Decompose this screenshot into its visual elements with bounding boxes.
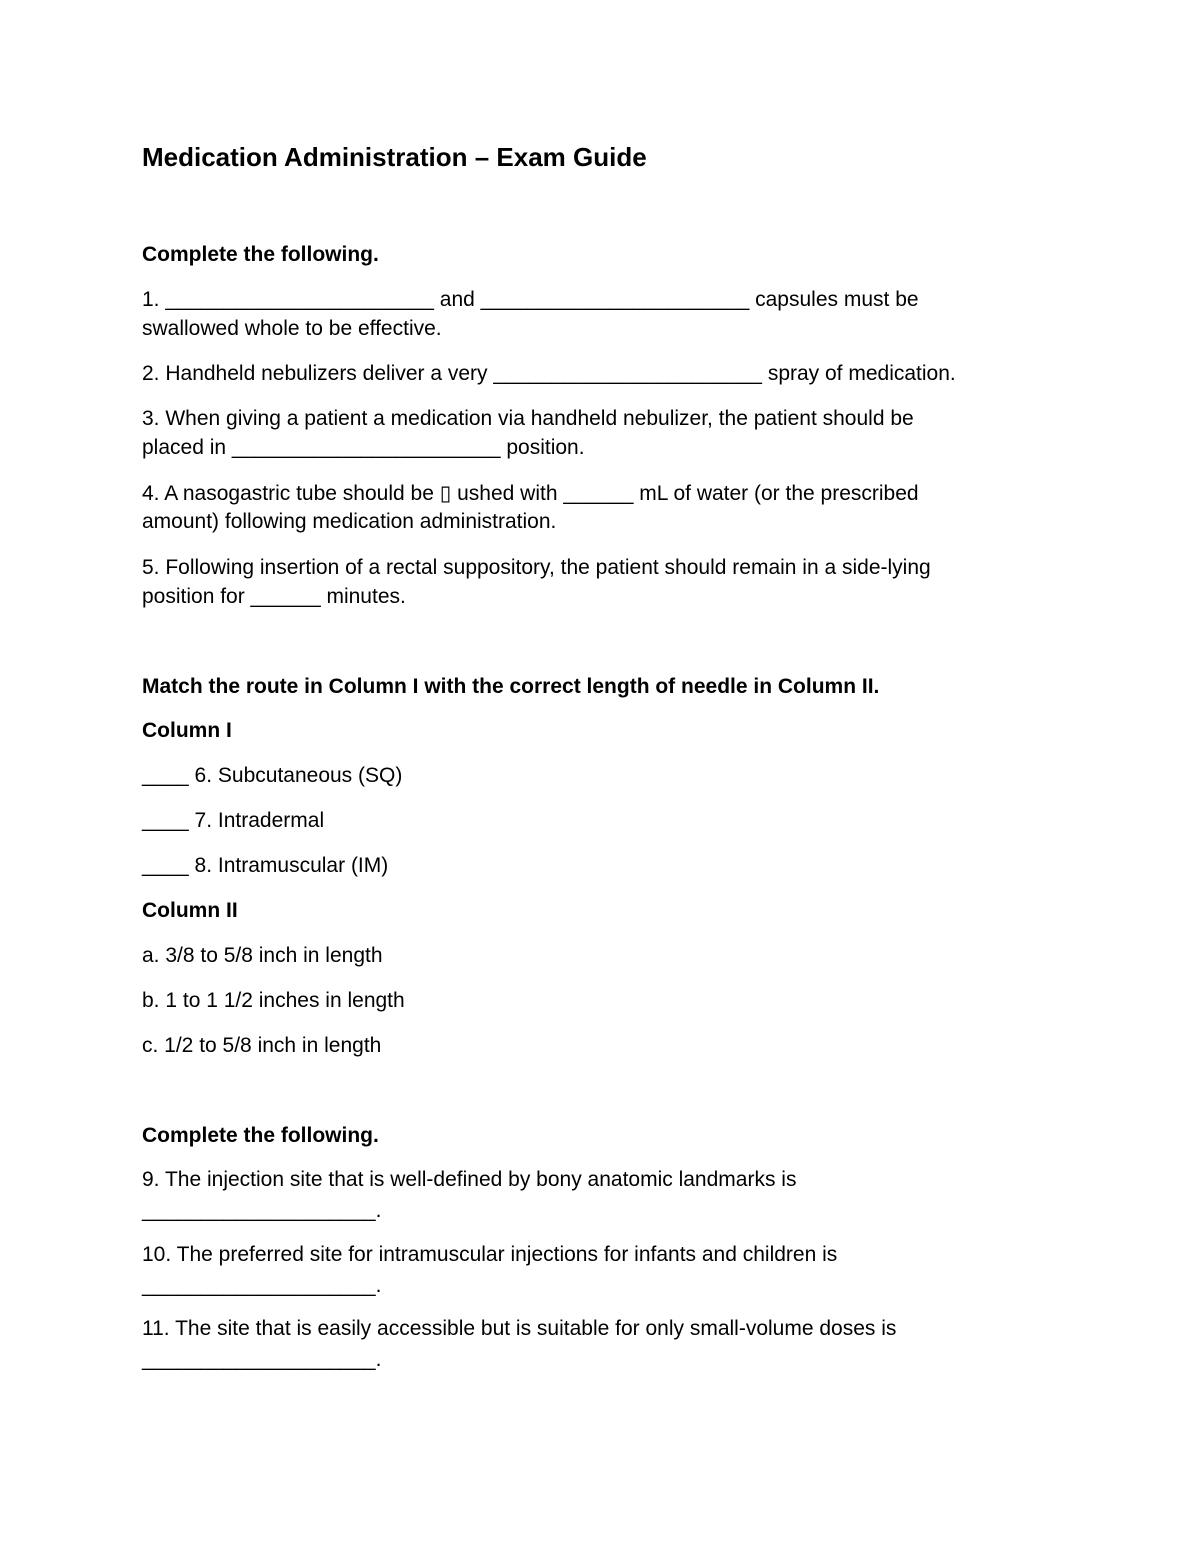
question-4-line-2: amount) following medication administration. <box>142 510 557 533</box>
question-11-line-2: ____________________. <box>142 1348 382 1371</box>
column-2-heading: Column II <box>142 899 238 922</box>
question-11-line-1: 11. The site that is easily accessible but is suitable for only small-volume doses is <box>142 1317 897 1340</box>
column-2-item: a. 3/8 to 5/8 inch in length <box>142 944 383 967</box>
question-4-line-1: 4. A nasogastric tube should be ▯ ushed with ______ mL of water (or the prescribed <box>142 482 919 505</box>
column-1-item: ____ 7. Intradermal <box>142 809 325 832</box>
section3-heading: Complete the following. <box>142 1124 379 1147</box>
question-5-line-1: 5. Following insertion of a rectal suppository, the patient should remain in a side-lying <box>142 556 931 579</box>
document-title: Medication Administration – Exam Guide <box>142 142 647 172</box>
column-1-heading: Column I <box>142 719 232 742</box>
question-9-line-2: ____________________. <box>142 1199 382 1222</box>
section2-heading: Match the route in Column I with the correct length of needle in Column II. <box>142 675 880 698</box>
column-2-item: c. 1/2 to 5/8 inch in length <box>142 1034 382 1057</box>
column-1-item: ____ 6. Subcutaneous (SQ) <box>142 764 403 787</box>
question-10-line-2: ____________________. <box>142 1274 382 1297</box>
question-5-line-2: position for ______ minutes. <box>142 585 406 608</box>
question-3-line-2: placed in _______________________ position. <box>142 436 585 459</box>
column-2-item: b. 1 to 1 1/2 inches in length <box>142 989 405 1012</box>
question-1-line-1: 1. _______________________ and _______________________ capsules must be <box>142 288 919 311</box>
question-9-line-1: 9. The injection site that is well-defined by bony anatomic landmarks is <box>142 1168 797 1191</box>
question-10-line-1: 10. The preferred site for intramuscular injections for infants and children is <box>142 1243 838 1266</box>
column-1-item: ____ 8. Intramuscular (IM) <box>142 854 389 877</box>
question-2: 2. Handheld nebulizers deliver a very _______________________ spray of medication. <box>142 362 956 385</box>
question-3-line-1: 3. When giving a patient a medication via handheld nebulizer, the patient should be <box>142 407 914 430</box>
question-1-line-2: swallowed whole to be effective. <box>142 317 442 340</box>
section1-heading: Complete the following. <box>142 243 379 266</box>
